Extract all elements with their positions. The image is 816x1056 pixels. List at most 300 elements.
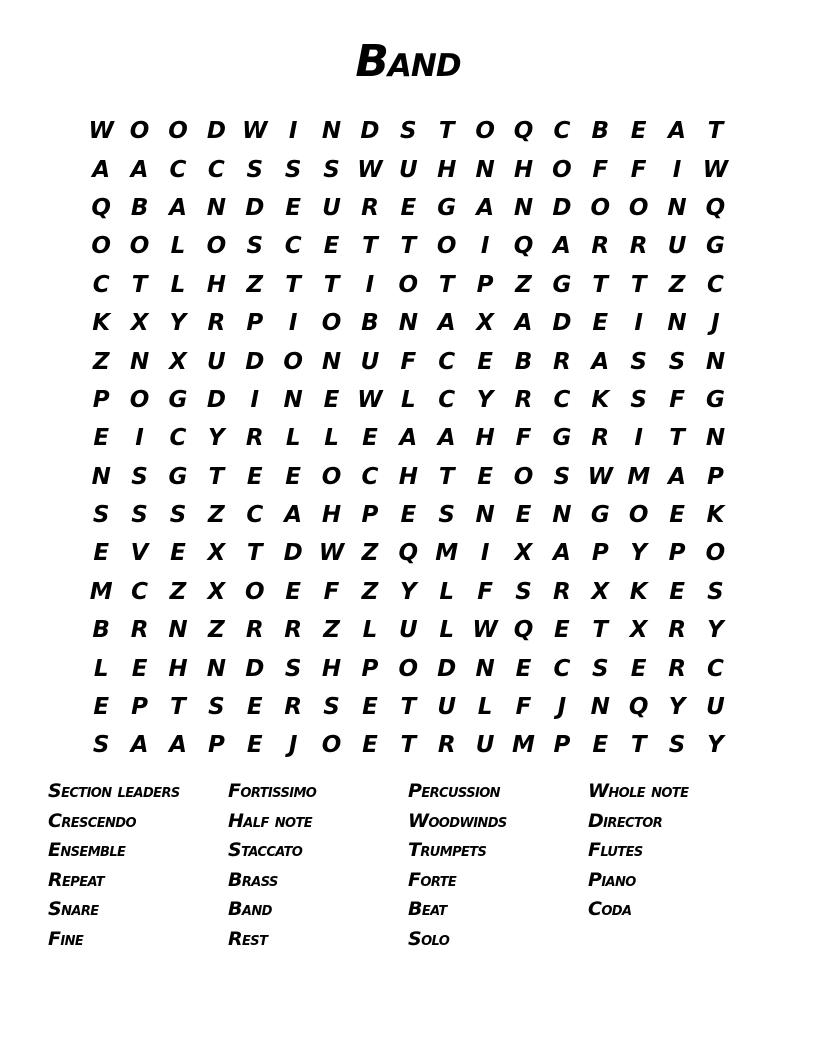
grid-letter: E [592,732,609,759]
grid-letter: A [437,310,456,337]
grid-letter: S [323,694,340,721]
grid-letter: S [246,156,264,183]
puzzle-title: Band [355,36,461,87]
word-list-item: Crescendo [48,809,136,832]
grid-letter: T [285,271,301,298]
grid-letter: O [321,463,342,490]
grid-letter: M [512,732,535,759]
grid-letter: R [514,386,533,413]
grid-letter: X [514,540,533,567]
grid-letter: M [435,540,459,567]
grid-letter: Y [668,694,686,721]
grid-letter: T [323,271,340,298]
grid-letter: E [93,425,110,452]
grid-letter: S [92,732,110,759]
word-list-item: Snare [48,898,99,921]
grid-letter: O [168,118,188,145]
grid-letter: S [208,694,225,721]
grid-letter: E [554,617,570,644]
grid-letter: J [557,694,567,721]
word-list-item: Rest [228,927,268,950]
word-list-item: Repeat [48,868,105,891]
grid-letter: T [669,425,685,452]
grid-letter: Z [208,617,225,644]
grid-letter: N [283,386,303,413]
grid-letter: J [711,310,720,337]
grid-letter: A [668,463,686,490]
grid-letter: E [669,502,685,529]
grid-letter: E [362,425,378,452]
grid-letter: T [438,463,455,490]
grid-letter: S [169,502,187,529]
grid-letter: G [590,502,610,529]
grid-letter: O [91,233,111,260]
grid-letter: T [400,732,417,759]
grid-letter: H [475,425,495,452]
grid-letter: H [321,655,342,682]
grid-letter: N [206,655,226,682]
grid-letter: R [668,655,686,682]
grid-letter: S [630,348,647,375]
grid-letter: O [398,271,419,298]
grid-letter: G [706,233,725,260]
grid-letter: F [323,578,340,605]
grid-letter: Q [628,694,649,721]
grid-letter: F [630,156,647,183]
grid-letter: Q [398,540,419,567]
grid-letter: S [131,463,148,490]
grid-letter: I [672,156,682,183]
grid-letter: D [552,194,572,221]
grid-letter: F [515,425,532,452]
grid-letter: Q [705,194,726,221]
grid-letter: W [242,118,268,145]
grid-letter: K [706,502,725,529]
grid-letter: R [245,425,264,452]
grid-letter: G [168,463,188,490]
grid-letter: S [284,156,302,183]
grid-letter: I [480,233,490,260]
grid-letter: T [438,118,455,145]
grid-letter: H [168,655,188,682]
grid-letter: L [439,617,455,644]
grid-letter: M [89,578,113,605]
grid-letter: Y [707,617,724,644]
grid-letter: S [438,502,455,529]
grid-letter: O [628,502,649,529]
grid-letter: Y [707,732,724,759]
grid-letter: O [475,118,495,145]
grid-letter: W [472,617,498,644]
grid-letter: R [437,732,456,759]
grid-letter: R [207,310,226,337]
grid-letter: Q [513,118,534,145]
grid-letter: E [362,694,378,721]
grid-letter: N [321,118,342,145]
word-list-item: Band [228,898,272,921]
grid-letter: U [706,694,725,721]
grid-letter: A [284,502,303,529]
grid-letter: Z [361,540,379,567]
word-list-item: Ensemble [48,839,126,862]
grid-letter: P [361,655,379,682]
grid-letter: I [634,425,643,452]
grid-letter: U [207,348,226,375]
grid-letter: P [707,463,724,490]
grid-letter: C [438,348,456,375]
grid-letter: U [667,233,687,260]
grid-letter: X [130,310,149,337]
grid-letter: R [553,578,571,605]
grid-letter: N [206,194,226,221]
word-list-item: Half note [228,809,313,832]
grid-letter: N [513,194,534,221]
grid-letter: F [477,578,493,605]
grid-letter: P [131,694,149,721]
grid-letter: T [400,694,417,721]
grid-letter: O [321,310,342,337]
grid-letter: C [553,118,571,145]
letter-grid [82,112,735,765]
grid-letter: G [706,386,725,413]
grid-letter: G [552,425,572,452]
word-list-item: Director [588,809,663,832]
grid-letter: S [131,502,148,529]
grid-letter: A [399,425,418,452]
grid-letter: N [475,156,495,183]
grid-letter: R [284,694,302,721]
grid-letter: A [552,540,571,567]
grid-letter: A [437,425,456,452]
grid-letter: E [362,732,378,759]
grid-letter: C [246,502,264,529]
grid-letter: I [634,310,643,337]
grid-letter: Z [323,617,340,644]
grid-letter: E [400,194,417,221]
grid-letter: B [361,310,379,337]
grid-letter: O [244,578,265,605]
grid-letter: D [245,348,265,375]
grid-letter: S [323,156,340,183]
grid-letter: F [592,156,609,183]
grid-letter: N [321,348,342,375]
grid-letter: S [707,578,724,605]
grid-letter: B [591,118,610,145]
grid-letter: P [361,502,379,529]
grid-letter: N [667,194,687,221]
grid-letter: N [475,655,495,682]
grid-letter: T [131,271,148,298]
grid-letter: D [245,655,265,682]
grid-letter: P [553,732,571,759]
grid-letter: S [630,386,647,413]
grid-letter: H [513,156,534,183]
grid-letter: Y [630,540,647,567]
grid-letter: X [629,617,648,644]
grid-letter: C [553,386,571,413]
grid-letter: C [553,655,571,682]
grid-letter: D [437,655,457,682]
grid-letter: T [208,463,225,490]
grid-letter: G [437,194,457,221]
grid-letter: T [400,233,417,260]
grid-letter: D [552,310,572,337]
grid-letter: T [362,233,378,260]
grid-letter: D [206,118,226,145]
grid-letter: C [361,463,379,490]
grid-letter: E [477,348,493,375]
grid-letter: Z [668,271,686,298]
word-list-item: Beat [408,898,447,921]
grid-letter: O [129,386,150,413]
grid-letter: G [168,386,188,413]
grid-letter: F [669,386,685,413]
grid-letter: Q [513,233,534,260]
grid-letter: S [553,463,571,490]
grid-letter: E [246,732,263,759]
grid-letter: E [93,694,110,721]
grid-letter: R [668,617,686,644]
grid-letter: C [707,271,724,298]
grid-letter: W [357,386,383,413]
grid-letter: C [438,386,456,413]
grid-letter: R [591,233,610,260]
grid-letter: R [591,425,610,452]
grid-letter: A [130,732,149,759]
grid-letter: P [92,386,110,413]
grid-letter: N [91,463,111,490]
grid-letter: T [630,732,647,759]
grid-letter: C [92,271,110,298]
grid-letter: O [398,655,419,682]
grid-letter: B [130,194,149,221]
grid-letter: B [514,348,533,375]
grid-letter: E [246,694,263,721]
grid-letter: L [400,386,416,413]
grid-letter: R [553,348,571,375]
grid-letter: P [591,540,609,567]
grid-letter: R [130,617,149,644]
grid-letter: D [245,194,265,221]
grid-letter: W [318,540,345,567]
grid-letter: A [476,194,494,221]
grid-letter: X [169,348,187,375]
grid-letter: T [592,271,609,298]
grid-letter: L [439,578,455,605]
grid-letter: N [667,310,687,337]
grid-letter: L [170,233,186,260]
grid-letter: W [587,463,613,490]
grid-letter: J [288,732,298,759]
grid-letter: U [398,156,418,183]
grid-letter: N [552,502,572,529]
grid-letter: T [630,271,647,298]
grid-letter: C [284,233,302,260]
grid-letter: G [552,271,572,298]
grid-letter: A [591,348,610,375]
grid-letter: L [170,271,186,298]
grid-letter: E [323,233,340,260]
grid-letter: L [93,655,109,682]
word-list-item: Piano [588,868,636,891]
grid-letter: D [283,540,303,567]
grid-letter: P [207,732,225,759]
word-list-item: Trumpets [408,839,487,862]
grid-letter: L [362,617,378,644]
grid-letter: C [131,578,149,605]
grid-letter: A [130,156,149,183]
grid-letter: S [591,655,609,682]
grid-letter: E [669,578,685,605]
grid-letter: D [206,386,226,413]
grid-letter: X [207,578,226,605]
grid-letter: X [591,578,610,605]
grid-letter: K [629,578,648,605]
word-list-item: Percussion [408,780,500,802]
grid-letter: O [321,732,342,759]
grid-letter: E [246,463,263,490]
grid-letter: P [668,540,686,567]
grid-letter: O [206,233,227,260]
grid-letter: V [130,540,149,567]
grid-letter: E [131,655,148,682]
grid-letter: O [436,233,457,260]
grid-letter: I [250,386,260,413]
grid-letter: U [437,694,457,721]
grid-letter: O [590,194,611,221]
grid-letter: O [129,233,150,260]
word-list-item: Forte [408,868,457,891]
grid-letter: A [92,156,111,183]
grid-letter: O [628,194,649,221]
word-list-item: Flutes [588,839,643,862]
grid-letter: Y [169,310,187,337]
grid-letter: A [668,118,686,145]
grid-letter: S [400,118,417,145]
grid-letter: Q [513,617,534,644]
grid-letter: R [284,617,302,644]
grid-letter: C [169,156,187,183]
grid-letter: N [168,617,188,644]
grid-letter: I [480,540,490,567]
grid-letter: E [400,502,417,529]
grid-letter: Q [91,194,111,221]
grid-letter: O [513,463,534,490]
grid-letter: T [438,271,455,298]
grid-letter: Z [515,271,532,298]
grid-letter: F [400,348,417,375]
grid-letter: E [285,578,301,605]
grid-letter: H [398,463,418,490]
grid-letter: N [475,502,495,529]
grid-letter: Z [246,271,264,298]
grid-letter: E [630,655,647,682]
grid-letter: F [515,694,532,721]
grid-letter: O [283,348,303,375]
grid-letter: Z [208,502,225,529]
grid-letter: U [398,617,418,644]
grid-letter: L [324,425,339,452]
grid-letter: K [92,310,111,337]
grid-letter: T [707,118,724,145]
grid-letter: S [515,578,532,605]
grid-letter: U [475,732,495,759]
grid-letter: M [627,463,651,490]
word-list-item: Section leaders [48,780,180,802]
grid-letter: E [630,118,647,145]
grid-letter: C [707,655,724,682]
grid-letter: E [285,463,301,490]
grid-letter: R [245,617,264,644]
grid-letter: A [514,310,533,337]
grid-letter: E [285,194,301,221]
grid-letter: C [207,156,225,183]
grid-letter: R [629,233,648,260]
grid-letter: B [92,617,110,644]
grid-letter: E [477,463,493,490]
word-list-item: Woodwinds [408,809,507,832]
grid-letter: Z [92,348,110,375]
grid-letter: S [246,233,264,260]
grid-letter: E [515,655,532,682]
grid-letter: S [284,655,302,682]
grid-letter: Z [361,578,379,605]
word-list-item: Brass [228,868,278,891]
grid-letter: W [702,156,729,183]
grid-letter: H [321,502,342,529]
grid-letter: H [437,156,457,183]
grid-letter: N [129,348,150,375]
grid-letter: Y [476,386,494,413]
grid-letter: X [207,540,226,567]
grid-letter: D [360,118,380,145]
word-list-item: Fortissimo [228,780,317,802]
grid-letter: N [398,310,418,337]
grid-letter: N [705,348,726,375]
grid-letter: U [360,348,380,375]
grid-letter: I [288,118,298,145]
grid-letter: X [476,310,494,337]
grid-letter: R [361,194,379,221]
word-list [48,780,768,958]
word-list-item: Staccato [228,839,303,862]
grid-letter: P [476,271,494,298]
grid-letter: H [206,271,226,298]
grid-letter: L [477,694,493,721]
grid-letter: T [592,617,609,644]
grid-letter: P [246,310,264,337]
grid-letter: S [668,348,686,375]
grid-letter: O [129,118,150,145]
grid-letter: T [246,540,263,567]
grid-letter: S [668,732,686,759]
grid-letter: O [705,540,726,567]
grid-letter: N [705,425,726,452]
grid-letter: K [591,386,610,413]
grid-letter: Y [208,425,225,452]
grid-letter: C [169,425,187,452]
grid-letter: E [93,540,110,567]
word-list-item: Whole note [588,780,689,802]
grid-letter: A [169,194,187,221]
grid-letter: W [88,118,114,145]
grid-letter: U [322,194,341,221]
grid-letter: I [135,425,144,452]
word-list-item: Fine [48,927,84,950]
grid-letter: L [285,425,301,452]
grid-letter: E [592,310,609,337]
grid-letter: N [590,694,610,721]
